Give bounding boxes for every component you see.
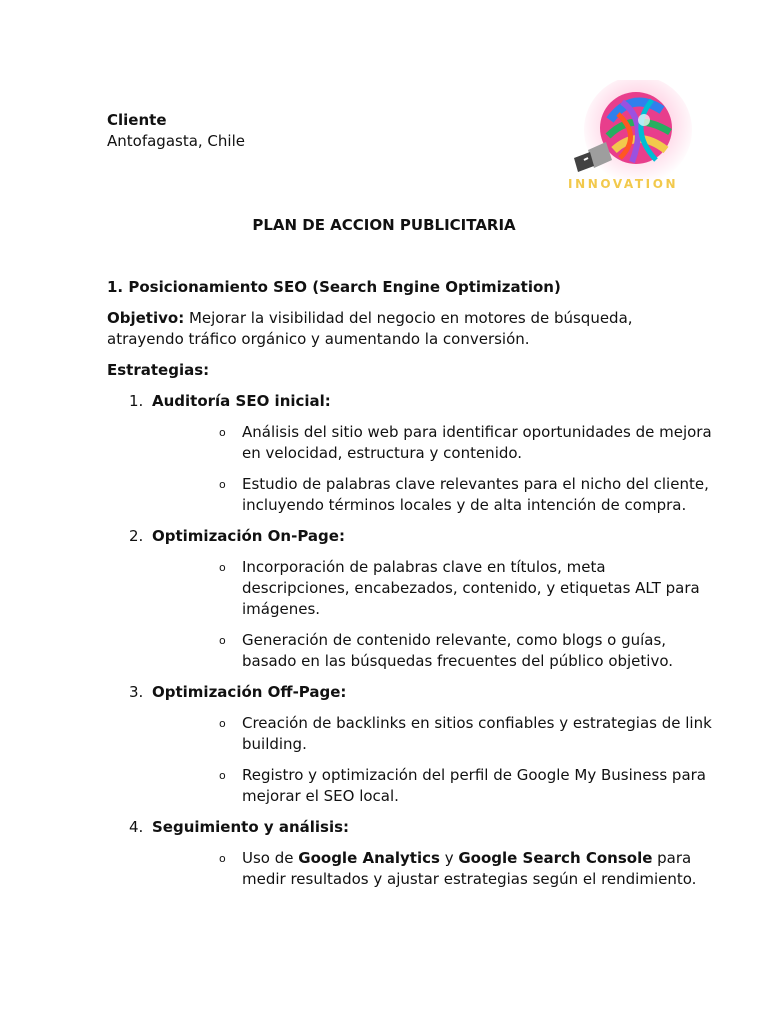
sub-text-part: Uso de (242, 849, 299, 867)
bullet-icon: o (219, 634, 226, 647)
strategies-list (107, 391, 712, 900)
objective-text: Mejorar la visibilidad del negocio en motores de búsqueda, atrayendo tráfico orgánico y aumentando la conversión. (107, 309, 633, 348)
sub-item (152, 422, 712, 464)
item-label: Optimización Off-Page: (152, 683, 347, 701)
sub-text-part: y (439, 849, 459, 867)
sub-item (152, 848, 712, 890)
google-analytics-text: Google Analytics (298, 849, 440, 867)
sub-item (152, 474, 712, 516)
bullet-icon: o (219, 426, 226, 439)
sub-item (152, 630, 712, 672)
sub-item-text: Estudio de palabras clave relevantes para el nicho del cliente, incluyendo términos locales y de alta intención de compra. (242, 475, 709, 514)
item-label: Auditoría SEO inicial: (152, 392, 331, 410)
logo-text: INNOVATION (568, 177, 679, 191)
google-search-console-text: Google Search Console (458, 849, 653, 867)
client-location: Antofagasta, Chile (107, 132, 245, 150)
list-item (107, 391, 712, 516)
bullet-icon: o (219, 478, 226, 491)
sub-item-text: Generación de contenido relevante, como blogs o guías, basado en las búsquedas frecuentes del público objetivo. (242, 631, 674, 670)
item-number: 1. (129, 392, 144, 410)
strategies-label: Estrategias: (107, 361, 210, 379)
list-item (107, 817, 697, 890)
sub-item (152, 765, 712, 807)
bullet-icon: o (219, 769, 226, 782)
bullet-icon: o (219, 852, 226, 865)
sub-item (152, 713, 712, 755)
objective-paragraph (107, 308, 667, 350)
sub-item-text (242, 849, 696, 888)
item-number: 3. (129, 683, 144, 701)
item-number: 4. (129, 818, 144, 836)
sub-item-text: Creación de backlinks en sitios confiables y estrategias de link building. (242, 714, 712, 753)
client-label: Cliente (107, 111, 167, 129)
document-title: PLAN DE ACCION PUBLICITARIA (252, 216, 516, 234)
sub-item-text: Registro y optimización del perfil de Google My Business para mejorar el SEO local. (242, 766, 706, 805)
list-item (107, 526, 700, 672)
bullet-icon: o (219, 717, 226, 730)
client-block (107, 110, 245, 152)
section-title: 1. Posicionamiento SEO (Search Engine Optimization) (107, 278, 561, 296)
sub-item-text: Incorporación de palabras clave en títulos, meta descripciones, encabezados, contenido, y etiquetas ALT para imágenes. (242, 558, 700, 618)
item-number: 2. (129, 527, 144, 545)
sub-text-part: para medir resultados y ajustar estrategias según el rendimiento. (242, 849, 697, 888)
sub-item-text: Análisis del sitio web para identificar oportunidades de mejora en velocidad, estructura y contenido. (242, 423, 712, 462)
bullet-icon: o (219, 561, 226, 574)
objective-label: Objetivo: (107, 309, 185, 327)
list-item (107, 682, 712, 807)
sub-item (152, 557, 712, 620)
item-label: Seguimiento y análisis: (152, 818, 350, 836)
item-label: Optimización On-Page: (152, 527, 345, 545)
